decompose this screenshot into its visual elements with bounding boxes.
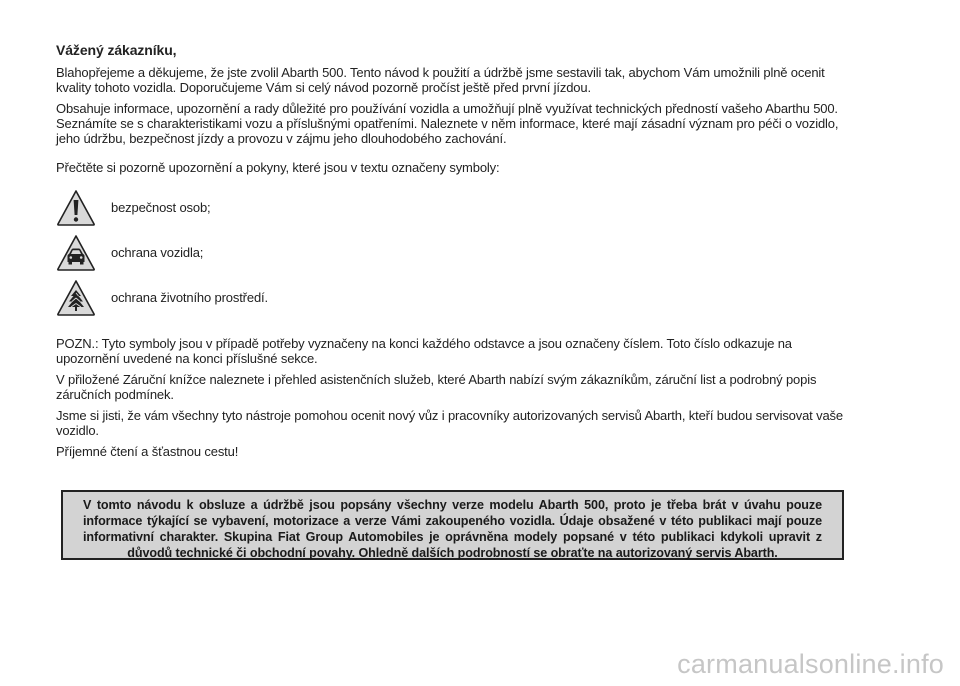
symbol-label-vehicle-protection: ochrana vozidla; [111, 245, 204, 260]
tree-warning-icon [56, 279, 96, 317]
symbols-intro-paragraph: Přečtěte si pozorně upozornění a pokyny, které jsou v textu označeny symboly: [56, 160, 500, 175]
symbol-row-personal-safety [56, 187, 856, 228]
symbol-label-personal-safety: bezpečnost osob; [111, 200, 211, 215]
warranty-paragraph: V přiložené Záruční knížce naleznete i přehled asistenčních služeb, které Abarth nabízí svým zákazníkům, záruční list a podrobný popis záručních podmínek. [56, 372, 817, 402]
service-paragraph: Jsme si jisti, že vám všechny tyto nástroje pomohou ocenit nový vůz i pracovníky autorizovaných servisů Abarth, kteří budou servisovat vaše vozidlo. [56, 408, 843, 438]
symbol-legend [56, 187, 856, 318]
document-page [56, 42, 856, 465]
car-warning-icon [56, 234, 96, 272]
watermark: carmanualsonline.info [677, 649, 944, 679]
intro-paragraph-1: Blahopřejeme a děkujeme, že jste zvolil Abarth 500. Tento návod k použití a údržbě jsme sestavili tak, abychom Vám umožnili plně ocenit kvality tohoto vozidla. Doporučujeme Vám si celý návod pozorně pročíst ještě před první jízdou. [56, 65, 825, 95]
intro-paragraph-2: Obsahuje informace, upozornění a rady důležité pro používání vozidla a umožňují plně využívat technických předností vašeho Abarthu 500. Seznámíte se s charakteristikami vozu a příslušnými opatřeními. Naleznete v něm informace, které mají zásadní význam pro péči o vozidlo, jeho údržbu, bezpečnost jízdy a provozu v zájmu jeho dlouhodobého zachování. [56, 101, 839, 146]
exclamation-warning-icon [56, 189, 96, 227]
symbol-label-environment-protection: ochrana životního prostředí. [111, 290, 268, 305]
model-versions-notice: V tomto návodu k obsluze a údržbě jsou popsány všechny verze modelu Abarth 500, proto je třeba brát v úvahu pouze informace týkající se vybavení, motorizace a verze Vámi zakoupeného vozidla. Údaje obsažené v této publikaci mají pouze informativní charakter. Skupina Fiat Group Automobiles je oprávněna modely popsané v této publikaci kdykoli upravit z důvodů technické či obchodní povahy. Ohledně dalších podrobností se obraťte na autorizovaný servis Abarth. [61, 490, 844, 560]
farewell-paragraph: Příjemné čtení a šťastnou cestu! [56, 444, 239, 459]
symbol-row-vehicle-protection [56, 232, 856, 273]
greeting-heading: Vážený zákazníku, [56, 42, 177, 58]
symbol-row-environment-protection [56, 277, 856, 318]
note-paragraph: POZN.: Tyto symboly jsou v případě potřeby vyznačeny na konci každého odstavce a jsou označeny číslem. Toto číslo odkazuje na upozornění uvedené na konci příslušné sekce. [56, 336, 792, 366]
